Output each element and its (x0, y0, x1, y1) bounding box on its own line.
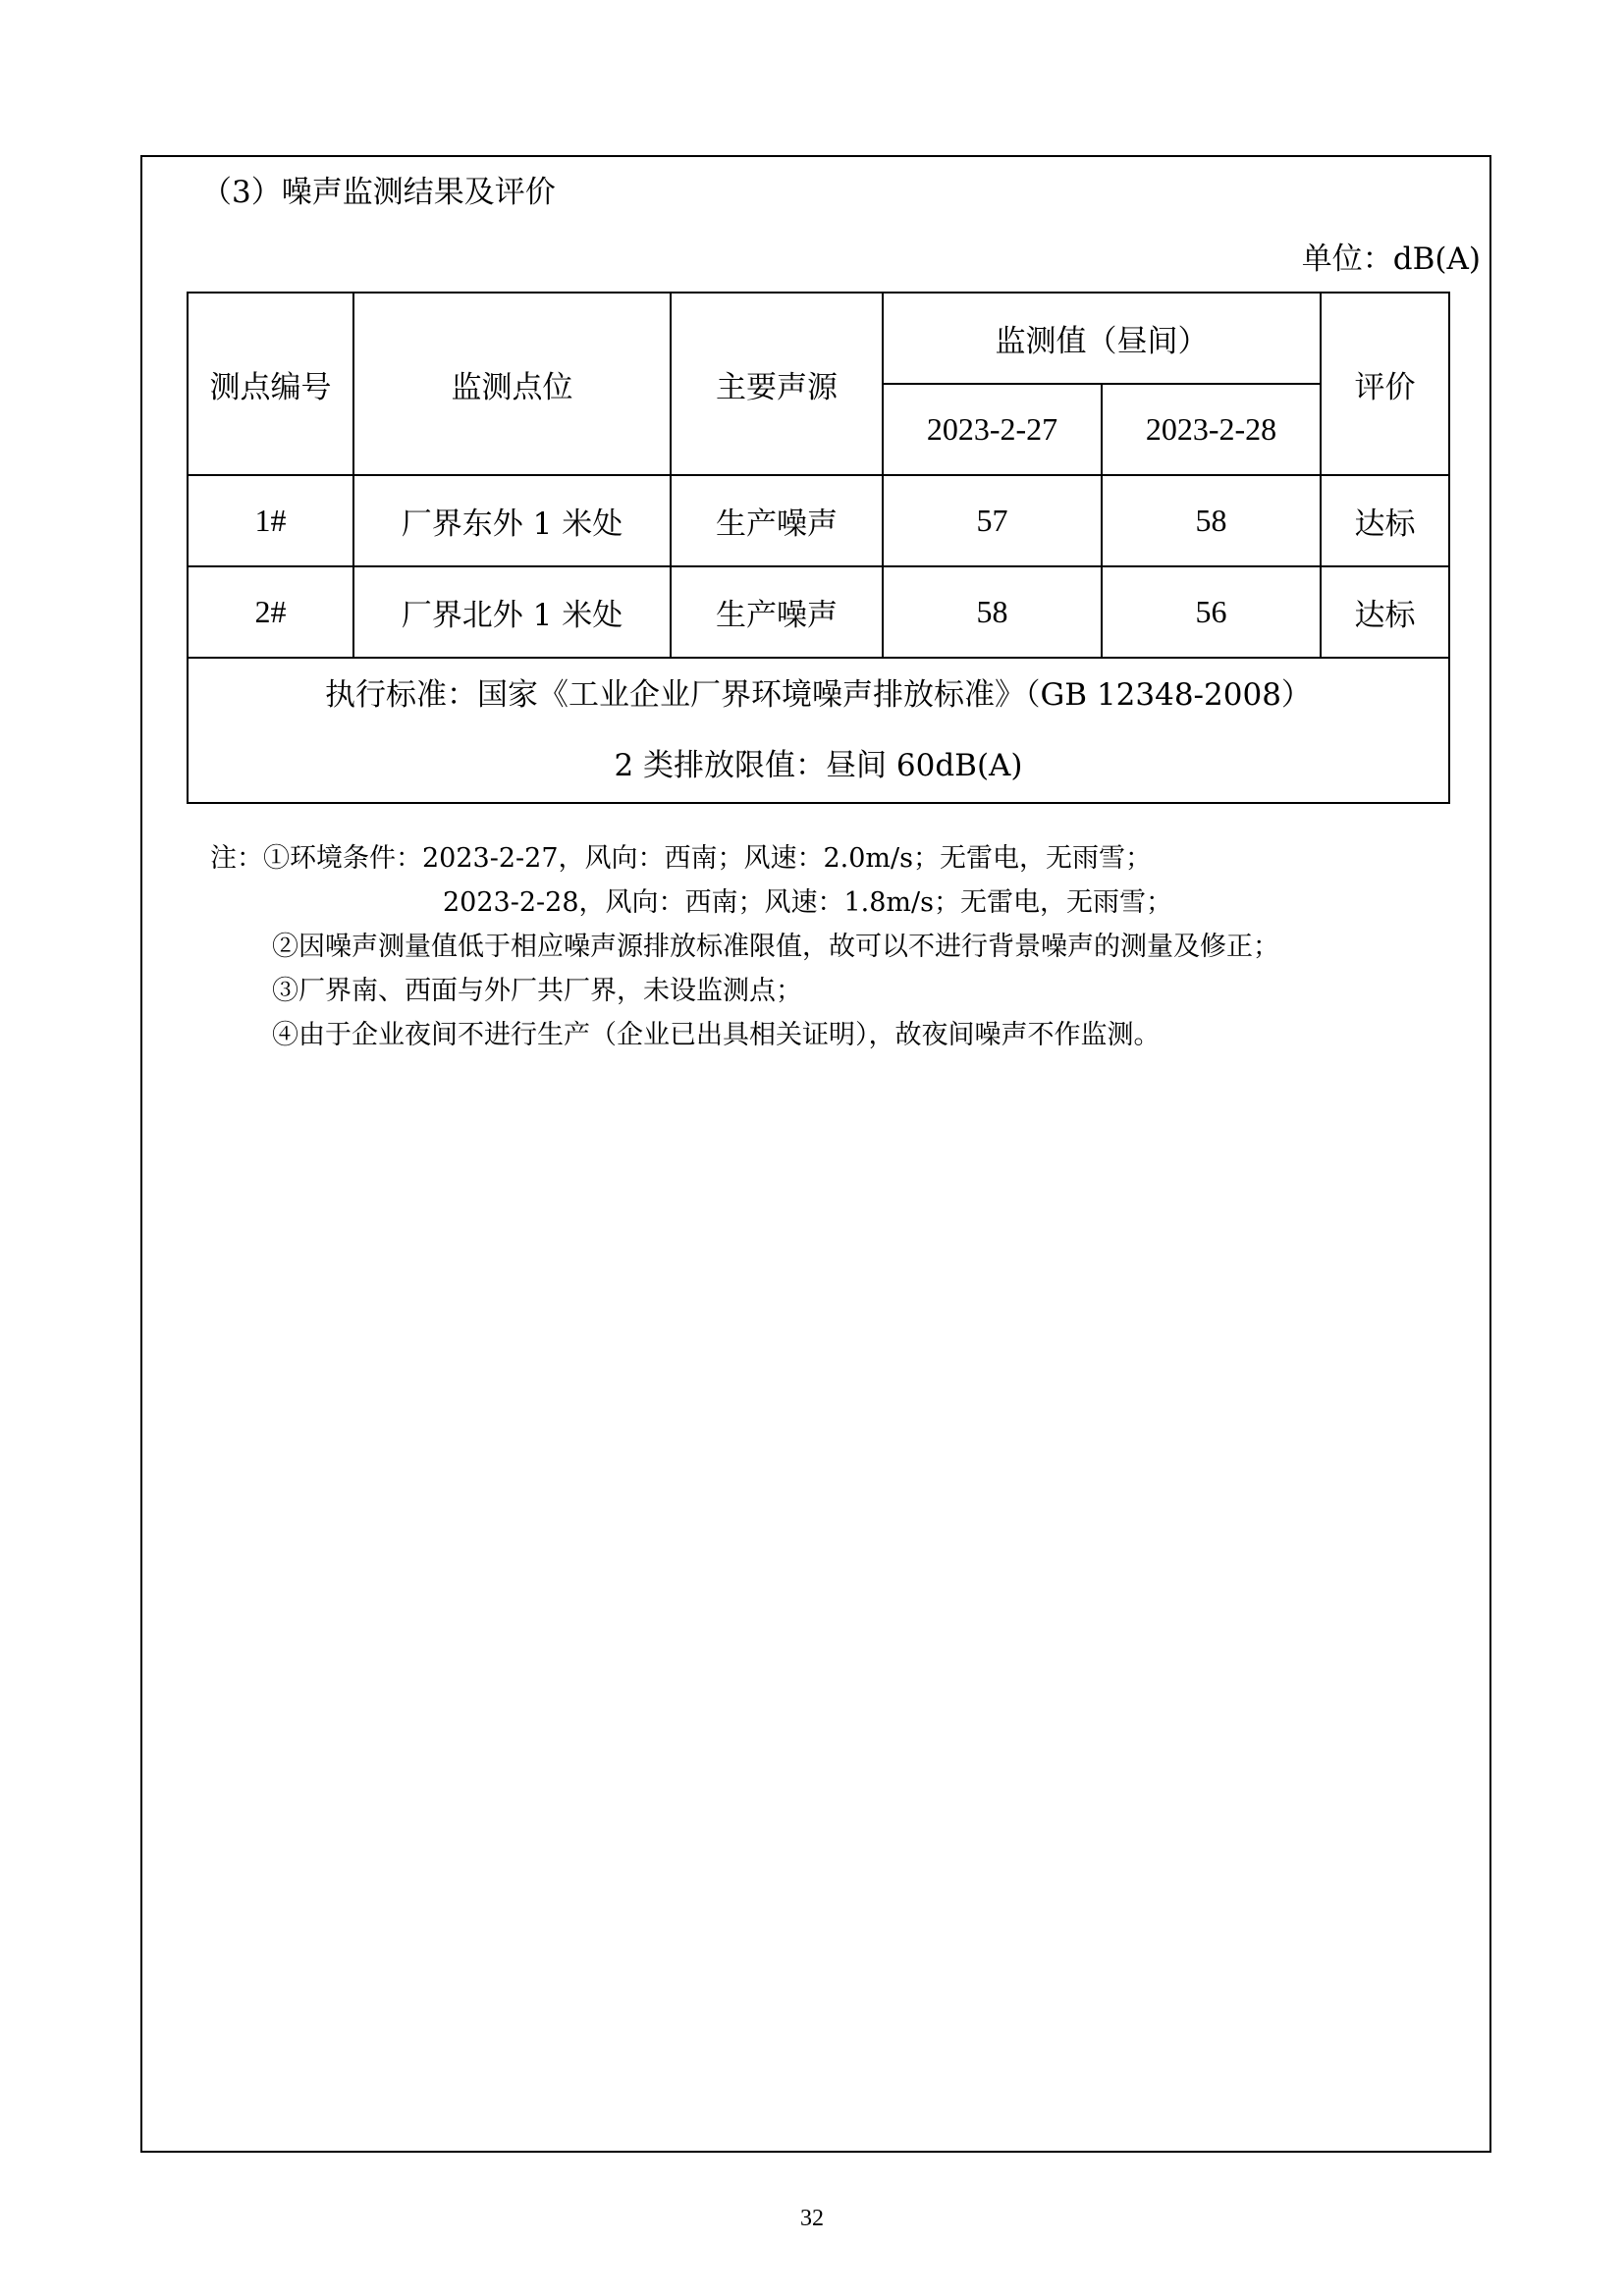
notes (210, 836, 1279, 1057)
cell-point-no: 2# (188, 566, 353, 658)
cell-evaluation: 达标 (1321, 475, 1449, 566)
noise-results-table (187, 292, 1450, 804)
header-source: 主要声源 (671, 293, 883, 475)
cell-value-2: 56 (1102, 566, 1321, 658)
standard-row (188, 658, 1449, 803)
cell-source: 生产噪声 (671, 475, 883, 566)
cell-location: 厂界东外 1 米处 (353, 475, 671, 566)
header-date-1: 2023-2-27 (883, 384, 1102, 475)
standard-line-2: 2 类排放限值：昼间 60dB(A) (614, 748, 1023, 783)
page-number: 32 (800, 2206, 824, 2231)
cell-source: 生产噪声 (671, 566, 883, 658)
note-4: ④由于企业夜间不进行生产（企业已出具相关证明），故夜间噪声不作监测。 (272, 1020, 1161, 1050)
header-location: 监测点位 (353, 293, 671, 475)
table-header-row (188, 293, 1449, 384)
header-date-2: 2023-2-28 (1102, 384, 1321, 475)
note-1: 注：①环境条件：2023-2-27，风向：西南；风速：2.0m/s；无雷电，无雨雪； (210, 843, 1152, 874)
cell-evaluation: 达标 (1321, 566, 1449, 658)
cell-point-no: 1# (188, 475, 353, 566)
header-point-no: 测点编号 (188, 293, 353, 475)
standard-cell (188, 658, 1449, 803)
section-heading: （3）噪声监测结果及评价 (201, 175, 556, 210)
note-1-continued: 2023-2-28，风向：西南；风速：1.8m/s；无雷电，无雨雪； (443, 887, 1172, 918)
table-row (188, 475, 1449, 566)
header-evaluation: 评价 (1321, 293, 1449, 475)
cell-value-2: 58 (1102, 475, 1321, 566)
standard-line-1: 执行标准：国家《工业企业厂界环境噪声排放标准》（GB 12348-2008） (325, 677, 1312, 713)
cell-value-1: 58 (883, 566, 1102, 658)
note-2: ②因噪声测量值低于相应噪声源排放标准限值，故可以不进行背景噪声的测量及修正； (272, 932, 1279, 962)
unit-label: 单位：dB(A) (1301, 241, 1481, 277)
table-row (188, 566, 1449, 658)
cell-location: 厂界北外 1 米处 (353, 566, 671, 658)
header-monitor-group: 监测值（昼间） (883, 293, 1321, 384)
cell-value-1: 57 (883, 475, 1102, 566)
note-3: ③厂界南、西面与外厂共厂界，未设监测点； (272, 976, 802, 1006)
